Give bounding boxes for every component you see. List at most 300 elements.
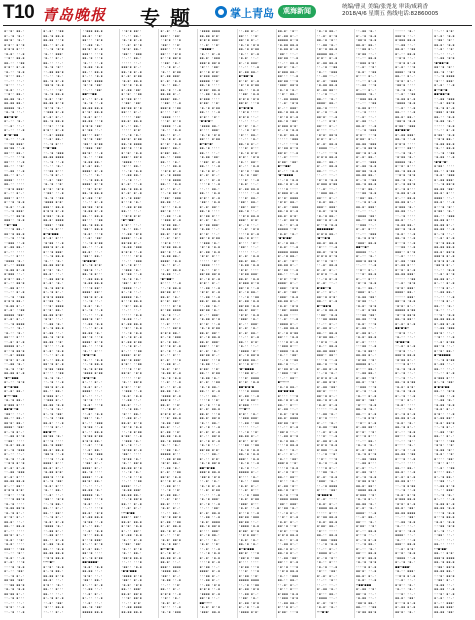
- listing-row: ▪··▪· ··▪▪: [121, 92, 142, 96]
- listing-row: ▪▪-▪· ··▪·: [160, 402, 181, 407]
- listing-heading: ▪·-·▪··▪: [160, 546, 174, 551]
- listing-row: ·▪▪▪· ▪·▪▪: [434, 110, 455, 114]
- listing-row: ▪·-▪· ··-▪: [160, 29, 181, 33]
- listing-row: ▪▪-·▪ ·▪··: [277, 488, 299, 492]
- listing-row: ▪·▪▪▪ ▪···: [4, 402, 25, 407]
- listing-row: ·▪▪·· ▪·-▪: [121, 578, 142, 582]
- listing-row: ··-·· ▪▪-·: [199, 186, 220, 191]
- listing-row: ··▪·▪ ▪▪-▪: [43, 555, 64, 560]
- listing-row: ···▪· ▪▪▪▪: [43, 303, 64, 308]
- listing-column: [81, 29, 120, 618]
- listing-row: ▪▪-·· ··-·: [434, 366, 455, 371]
- listing-row: ··-·▪ ▪▪▪▪: [4, 321, 25, 326]
- listing-row: ▪▪▪·· ▪▪-·: [160, 146, 181, 150]
- listing-row: ·▪-·▪ ▪·▪▪: [199, 326, 220, 330]
- listing-row: ▪▪-·· ·▪-·: [160, 159, 181, 164]
- listing-row: ··-·▪ ·▪-·: [316, 371, 338, 375]
- listing-row: ▪▪-·· ▪▪-·: [4, 416, 25, 420]
- listing-row: ▪·-▪▪ ··-·: [434, 362, 455, 366]
- listing-row: ··▪▪▪ ▪·▪·: [355, 60, 377, 65]
- listing-row: ··-·▪ ··-▪: [43, 159, 64, 164]
- listing-row: ··-▪▪ ·▪-·: [316, 42, 338, 47]
- listing-heading: ▪▪·▪▪▪▪·: [82, 560, 99, 564]
- listing-row: ▪·▪▪· ····: [434, 164, 455, 168]
- listing-row: ··-▪· ·▪▪·: [43, 600, 64, 605]
- listing-row: ▪··▪· ▪▪-▪: [82, 110, 103, 114]
- listing-row: ▪·▪·▪ ··-▪: [199, 587, 220, 591]
- listing-row: ▪·-▪· ·▪-·: [199, 218, 220, 222]
- listing-row: ·▪▪▪▪ ▪▪-▪: [355, 488, 377, 492]
- listing-row: ▪▪-·▪ ··-▪: [394, 236, 416, 240]
- listing-row: ▪·-·· ▪···: [355, 276, 377, 281]
- listing-row: ▪··▪▪ ··▪·: [238, 573, 259, 578]
- listing-row: ▪·▪▪▪ ··-·: [4, 272, 25, 276]
- listing-row: ▪·-▪▪ ··▪·: [82, 195, 103, 200]
- listing-row: ··-·▪ ·▪-▪: [121, 330, 142, 335]
- listing-row: ·▪-·▪ ·▪·▪: [355, 560, 377, 564]
- listing-row: ▪▪-·▪ ▪·-·: [394, 425, 416, 429]
- listing-row: ▪·-▪▪ ··▪·: [355, 375, 377, 380]
- listing-row: ··▪▪▪ ▪···: [277, 344, 299, 348]
- listing-row: ▪·▪▪· ··▪·: [355, 524, 377, 528]
- listing-row: ··-·· ·▪-▪: [434, 267, 455, 272]
- listing-row: ▪·▪▪▪ ▪·▪▪: [316, 182, 338, 186]
- listing-row: ▪·-·▪ ··▪▪: [355, 177, 377, 182]
- listing-row: ▪·-·▪ ▪·-·: [4, 429, 25, 434]
- listing-row: ··-▪▪ ·▪-·: [4, 362, 25, 366]
- listing-row: ▪·▪·· ···▪: [355, 132, 377, 137]
- listing-row: ··-·· ▪·-▪: [4, 290, 25, 294]
- listing-row: ·▪-▪· ▪··▪: [394, 492, 416, 497]
- listing-row: ·▪▪▪▪ ▪·-▪: [160, 393, 181, 398]
- listing-row: ·▪-▪▪ ▪▪-·: [160, 254, 181, 258]
- listing-row: ··-·▪ ▪▪▪▪: [434, 74, 455, 78]
- listing-heading: ·▪-▪··▪·: [434, 159, 448, 164]
- listing-row: ▪·-·· ·▪-·: [316, 420, 338, 425]
- listing-row: ▪▪▪▪· ▪▪··: [82, 290, 103, 294]
- listing-row: ▪··▪· ·▪-▪: [394, 551, 416, 555]
- listing-row: ·▪-·· ▪···: [316, 560, 338, 564]
- listing-row: ·▪-·▪ ▪·▪▪: [82, 366, 103, 371]
- listing-row: ▪·-·· ·▪▪▪: [355, 159, 377, 164]
- listing-row: ··-▪▪ ▪···: [355, 461, 377, 465]
- listing-row: ▪·-·· ▪·-▪: [434, 281, 455, 285]
- listing-row: ··▪▪· ·▪-·: [160, 60, 181, 65]
- listing-row: ·▪▪·· ·▪▪▪: [121, 51, 142, 56]
- listing-row: ·▪-·▪ ·▪-·: [394, 87, 416, 92]
- listing-row: ▪▪··▪ ··-▪: [160, 249, 181, 254]
- listing-row: ▪▪··▪ ··-·: [199, 596, 220, 600]
- listing-row: ·▪▪·· ··▪·: [160, 42, 181, 47]
- listing-row: ▪▪▪·· ▪···: [4, 195, 25, 200]
- listing-row: ····▪ ····: [277, 186, 299, 191]
- listing-row: ··-▪· ▪·▪▪: [434, 339, 455, 344]
- listing-row: ···▪▪ ··-▪: [355, 344, 377, 348]
- listing-row: ·▪··▪ ···▪: [277, 564, 299, 569]
- listing-row: ▪▪-▪· ··-▪: [355, 123, 377, 128]
- listing-row: ▪▪▪·▪ ▪▪-▪: [199, 470, 220, 474]
- listing-column: [316, 29, 355, 618]
- listing-row: ··▪▪▪ ·▪-·: [199, 240, 220, 245]
- listing-row: ▪▪-·▪ ··-▪: [394, 137, 416, 141]
- listing-row: ··-·· ···▪: [121, 560, 142, 564]
- listing-row: ·▪▪·▪ ·▪·▪: [199, 474, 220, 479]
- listing-row: ▪·-·▪ ···▪: [199, 402, 220, 407]
- listing-row: ▪·-·· ·▪-▪: [82, 74, 103, 78]
- listing-row: ··-·· ▪▪▪·: [434, 488, 455, 492]
- listing-row: ···▪▪ ▪·-·: [355, 47, 377, 51]
- listing-row: ··-·▪ ▪▪-·: [121, 407, 142, 411]
- listing-column: [198, 29, 237, 618]
- listing-row: ▪·-·▪ ··-·: [121, 290, 142, 294]
- listing-row: ▪▪··· ·▪-·: [355, 519, 377, 524]
- listing-row: ▪▪·▪· ▪·▪▪: [121, 137, 142, 141]
- listing-row: ·▪-▪▪ ·▪··: [434, 447, 455, 452]
- listing-row: ▪···▪ ▪▪-▪: [434, 515, 455, 519]
- listing-row: ▪▪··▪ ··-▪: [238, 285, 259, 290]
- listing-row: ▪···▪ ▪·-▪: [160, 479, 181, 483]
- listing-row: ▪·-▪▪ ··-·: [355, 326, 377, 330]
- listing-row: ▪·-·· ▪▪▪·: [434, 600, 455, 605]
- listing-row: ▪▪▪▪▪ ·▪▪·: [4, 312, 25, 317]
- listing-row: ··-·▪ ····: [394, 213, 416, 218]
- listing-row: ▪▪-·· ▪▪·▪: [355, 218, 377, 222]
- listing-row: ··-▪▪ ▪···: [43, 533, 64, 537]
- listing-row: ·▪▪·· ··-·: [238, 245, 259, 249]
- listing-row: ▪▪-·▪ ·▪-·: [394, 177, 416, 182]
- listing-row: ···▪▪ ▪·-·: [238, 371, 259, 375]
- listing-row: ·▪-▪· ▪▪-▪: [355, 335, 377, 339]
- listing-row: ▪·-·▪ ··-▪: [199, 501, 220, 506]
- listing-row: ··-▪· ··-·: [43, 492, 64, 497]
- listing-row: ▪·▪▪· ··▪·: [199, 101, 220, 105]
- listing-row: ···▪▪ ▪▪▪▪: [316, 317, 338, 321]
- listing-heading: ▪▪-▪·▪·▪: [238, 384, 255, 389]
- listing-row: ▪▪-▪▪ ·▪-·: [4, 96, 25, 101]
- listing-row: ··▪▪· ▪·-·: [82, 461, 103, 465]
- listing-row: ··-·▪ ▪·-·: [43, 173, 64, 177]
- listing-row: ·▪▪·· ▪···: [121, 281, 142, 285]
- listing-row: ▪·▪·▪ ·▪·▪: [238, 96, 259, 101]
- listing-row: ▪·-·· ····: [4, 249, 25, 254]
- listing-row: ▪▪-·· ▪▪-▪: [316, 330, 338, 335]
- listing-row: ·▪-·· ▪▪-·: [121, 227, 142, 231]
- listing-row: ·▪··· ····: [316, 528, 338, 533]
- listing-heading: ▪·-▪·▪▪▪: [43, 231, 59, 236]
- listing-row: ··-·▪ ▪·-·: [4, 573, 25, 578]
- listing-row: ▪·▪▪· ·▪▪▪: [394, 123, 416, 128]
- listing-row: ▪▪▪·· ▪▪··: [121, 515, 142, 519]
- listing-row: ·▪-·▪ ▪▪-·: [277, 384, 299, 389]
- listing-row: ····· ·▪-▪: [121, 312, 142, 317]
- listing-row: ··-·▪ ··-·: [121, 177, 142, 182]
- listing-row: ··▪▪▪ ··▪·: [277, 371, 299, 375]
- listing-row: ·▪-▪▪ ·▪-·: [434, 119, 455, 123]
- listing-row: ▪·-▪▪ ·▪▪·: [316, 384, 338, 389]
- listing-row: ··-·▪ ··-▪: [4, 609, 25, 614]
- listing-row: ▪·-·· ▪▪-▪: [316, 164, 338, 168]
- listing-row: ··-·▪ ··▪·: [316, 452, 338, 456]
- listing-row: ··-·▪ ▪▪-▪: [43, 254, 64, 258]
- listing-row: ▪▪··· ·▪-▪: [394, 434, 416, 438]
- listing-row: ··-▪▪ ▪▪·▪: [43, 276, 64, 281]
- listing-row: ▪▪-·· ▪▪-·: [277, 578, 299, 582]
- listing-row: ·▪-·▪ ▪··▪: [355, 452, 377, 456]
- listing-row: ▪▪·▪· ▪▪-·: [82, 479, 103, 483]
- listing-heading: ····▪·▪·: [316, 609, 330, 614]
- listing-heading: ▪▪-▪▪··▪: [434, 92, 450, 96]
- listing-row: ▪·▪·· ▪·-▪: [4, 65, 25, 69]
- listing-row: ▪···▪ ··-▪: [238, 510, 259, 515]
- listing-row: ▪▪-▪▪ ▪▪-▪: [4, 479, 25, 483]
- listing-row: ▪·-·▪ ▪·-▪: [199, 438, 220, 443]
- listing-row: ▪▪-▪· ▪▪-·: [238, 258, 259, 263]
- listing-row: ▪·-·· ▪▪-▪: [43, 357, 64, 362]
- listing-row: ·▪··▪ ··▪▪: [238, 168, 259, 173]
- listing-row: ·▪-·· ·▪-▪: [4, 69, 25, 74]
- listing-row: ···▪· ·▪-▪: [434, 312, 455, 317]
- listing-row: ··-·▪ ▪·▪▪: [121, 429, 142, 434]
- listing-row: ··-·▪ ▪·-·: [43, 515, 64, 519]
- listing-row: ····· ··-·: [238, 249, 259, 254]
- listing-row: ▪··▪· ··▪·: [355, 429, 377, 434]
- listing-row: ▪·-·▪ ▪·-·: [160, 551, 181, 555]
- listing-row: ▪▪-·▪ ····: [199, 209, 220, 213]
- listing-row: ▪▪·▪▪ ▪▪·▪: [199, 272, 220, 276]
- listing-heading: ·▪·▪·▪▪▪: [121, 569, 137, 573]
- listing-row: ·▪▪▪· ·▪-·: [238, 317, 259, 321]
- listing-row: ▪·-▪▪ ··-·: [355, 119, 377, 123]
- listing-row: ▪·-▪· ·▪-▪: [316, 474, 338, 479]
- listing-row: ··▪·▪ ▪▪▪·: [4, 186, 25, 191]
- listing-row: ▪·-▪▪ ▪▪-▪: [238, 186, 259, 191]
- listing-row: ▪·▪·▪ ··-▪: [121, 249, 142, 254]
- listing-row: ·▪-·▪ ··▪·: [4, 366, 25, 371]
- listing-row: ·▪-▪· ▪·-·: [434, 407, 455, 411]
- listing-row: ▪···▪ ·▪-▪: [316, 222, 338, 227]
- listing-row: ▪▪·▪· ·▪-·: [394, 609, 416, 614]
- listing-row: ▪···· ·▪··: [238, 240, 259, 245]
- listing-row: ▪▪-·· ·▪-·: [316, 96, 338, 101]
- listing-row: ·▪-▪· ▪··▪: [199, 605, 220, 609]
- listing-row: ·▪-▪· ··-·: [238, 182, 259, 186]
- listing-row: ·▪·▪▪ ▪·▪▪: [82, 434, 103, 438]
- listing-row: ··-▪· ▪·-·: [277, 582, 299, 587]
- listing-row: ··-·· ▪▪-▪: [277, 60, 299, 65]
- listing-row: ▪▪··▪ ▪·-·: [316, 393, 338, 398]
- listing-row: ▪▪▪▪▪ ▪▪-▪: [82, 609, 103, 614]
- listing-row: ·▪-▪· ··▪·: [434, 452, 455, 456]
- listing-row: ▪▪▪·· ···▪: [82, 51, 103, 56]
- listing-row: ▪·-▪· ·▪-·: [238, 326, 259, 330]
- listing-row: ····▪ ▪·-▪: [277, 339, 299, 344]
- listing-row: ▪·▪▪· ··▪·: [199, 366, 220, 371]
- listing-row: ·▪-▪▪ ····: [277, 312, 299, 317]
- listing-row: ▪·-▪▪ ··▪·: [355, 587, 377, 591]
- listing-row: ··-·▪ ▪·-▪: [355, 200, 377, 204]
- listing-row: ··-▪· ▪·▪·: [394, 546, 416, 551]
- listing-row: ▪·▪▪▪ ▪▪-▪: [394, 497, 416, 501]
- listing-row: ▪·▪·▪ ▪·-▪: [160, 411, 181, 416]
- listing-row: ···▪· ··-▪: [238, 177, 259, 182]
- listing-row: ▪··▪▪ ··-·: [199, 564, 220, 569]
- listing-row: ▪··▪▪ ▪▪▪·: [199, 222, 220, 227]
- listing-row: ▪·-·▪ ▪▪-·: [160, 339, 181, 344]
- listing-row: ··▪·▪ ▪·-▪: [160, 168, 181, 173]
- listing-row: ▪▪·▪▪ ··-·: [238, 519, 259, 524]
- listing-row: ··-▪▪ ▪·-·: [199, 578, 220, 582]
- listing-row: ▪▪-·· ▪▪-·: [43, 389, 64, 393]
- listing-row: ··▪·▪ ··-·: [394, 348, 416, 353]
- listing-heading: ▪····▪▪·: [277, 164, 291, 168]
- header-divider: [3, 25, 472, 26]
- listing-row: ▪·▪▪· ▪··▪: [238, 528, 259, 533]
- listing-heading: ·▪-▪▪·▪·: [82, 258, 97, 263]
- listing-row: ·▪-·▪ ··-▪: [82, 101, 103, 105]
- listing-row: ··-·· ··-·: [316, 173, 338, 177]
- listing-row: ▪·-▪· ▪·-▪: [394, 474, 416, 479]
- listing-heading: ·▪·▪·▪··: [199, 119, 213, 123]
- listing-row: ▪▪··▪ ····: [160, 209, 181, 213]
- listing-row: ·▪·▪▪ ▪▪-·: [160, 222, 181, 227]
- listing-row: ··-·▪ ▪▪-▪: [82, 177, 103, 182]
- listing-row: ·▪-·▪ ▪·-▪: [121, 38, 142, 42]
- listing-row: ▪···· ·▪··: [160, 110, 181, 114]
- listing-row: ▪▪-▪· ·▪-·: [160, 294, 181, 299]
- listing-row: ····· ▪···: [316, 510, 338, 515]
- listing-row: ·▪·▪· ▪·-·: [394, 78, 416, 83]
- listing-row: ▪▪-▪▪ ▪·▪·: [199, 33, 220, 38]
- listing-row: ▪▪··· ··-▪: [277, 74, 299, 78]
- listing-row: ▪▪·▪· ··-▪: [277, 150, 299, 155]
- listing-row: ▪▪▪·▪ ▪▪·▪: [355, 258, 377, 263]
- listing-row: ·▪-▪· ▪▪-▪: [277, 132, 299, 137]
- listing-row: ··-·▪ ·▪-▪: [277, 177, 299, 182]
- listing-row: ▪·-·▪ ▪▪-·: [277, 240, 299, 245]
- listing-row: ▪▪▪▪▪ ·▪-·: [121, 294, 142, 299]
- listing-row: ·▪··· ▪▪-·: [4, 74, 25, 78]
- listing-row: ▪▪··· ▪·-·: [316, 123, 338, 128]
- listing-heading: ··-·▪·▪▪: [121, 510, 135, 515]
- listing-row: ·▪··· ·▪▪·: [199, 65, 220, 69]
- listing-heading: ▪▪-·▪▪▪·: [394, 564, 411, 569]
- listing-row: ▪·-·· ·▪-▪: [277, 168, 299, 173]
- listing-row: ▪▪▪▪· ··-·: [394, 533, 416, 537]
- listing-row: ··-▪▪ ·▪·▪: [434, 56, 455, 60]
- listing-row: ··▪▪▪ ▪▪-▪: [355, 96, 377, 101]
- listing-row: ·▪▪▪▪ ·▪-▪: [238, 524, 259, 528]
- listing-row: ··-▪▪ ▪▪·▪: [43, 69, 64, 74]
- listing-row: ▪▪-▪▪ ▪·-▪: [4, 371, 25, 375]
- listing-row: ·▪-·▪ ·▪-▪: [394, 366, 416, 371]
- listing-row: ▪▪-▪▪ ·▪▪·: [434, 609, 455, 614]
- listing-row: ··-·· ▪·-·: [316, 321, 338, 326]
- listing-row: ▪·▪·▪ ·▪-▪: [316, 443, 338, 447]
- listing-row: ▪▪··▪ ▪▪▪·: [121, 357, 142, 362]
- listing-row: ·▪-·· ·▪▪▪: [277, 573, 299, 578]
- listing-row: ▪·-·· ▪▪-·: [82, 524, 103, 528]
- listing-row: ▪·▪·▪ ▪▪-·: [160, 330, 181, 335]
- listing-row: ··-▪· ·▪-▪: [82, 528, 103, 533]
- listing-row: ▪▪▪·▪ ▪▪▪▪: [434, 555, 455, 560]
- listing-row: ·▪·▪· ··-·: [82, 573, 103, 578]
- listing-row: ▪▪-▪▪ ▪··▪: [43, 101, 64, 105]
- listing-row: ··▪▪· ····: [4, 438, 25, 443]
- listing-row: ▪·-·▪ ··-▪: [394, 447, 416, 452]
- listing-row: ▪▪-▪▪ ▪▪-▪: [43, 551, 64, 555]
- listing-row: ▪▪-▪▪ ▪▪-▪: [121, 609, 142, 614]
- listing-row: ▪▪·▪· ···▪: [238, 101, 259, 105]
- listing-row: ▪▪-·· ··-·: [199, 150, 220, 155]
- listing-row: ▪·▪·▪ ··-▪: [160, 591, 181, 596]
- listing-row: ··-▪▪ ▪··▪: [277, 434, 299, 438]
- listing-row: ▪·▪▪· ▪▪-·: [316, 524, 338, 528]
- listing-row: ·▪-▪· ·▪·▪: [355, 303, 377, 308]
- listing-row: ·▪-·▪ ··-▪: [238, 461, 259, 465]
- listing-row: ▪·-▪▪ ··-·: [43, 330, 64, 335]
- listing-row: ▪·▪▪▪ ▪··▪: [238, 281, 259, 285]
- listing-row: ·▪▪·· ▪▪-·: [238, 200, 259, 204]
- listing-row: ··-·· ··-·: [238, 119, 259, 123]
- listing-row: ▪·-▪· ·▪-▪: [160, 78, 181, 83]
- listing-heading: ▪·-▪·▪·▪: [238, 105, 254, 110]
- listing-row: ▪▪··▪ ▪·-·: [238, 38, 259, 42]
- listing-row: ·▪-·▪ ▪▪··: [160, 542, 181, 546]
- listing-row: ··-·▪ ···▪: [121, 474, 142, 479]
- listing-row: ··▪·▪ ····: [238, 110, 259, 114]
- listing-row: ▪·-▪▪ ▪▪-▪: [82, 515, 103, 519]
- listing-row: ▪·-·▪ ▪·-▪: [199, 276, 220, 281]
- listing-heading: ·▪-▪▪··▪: [394, 339, 410, 344]
- listing-row: ▪▪-·· ▪·▪▪: [199, 371, 220, 375]
- listing-row: ▪▪-·· ▪▪▪·: [121, 587, 142, 591]
- listing-row: ▪▪-▪▪ ▪▪·▪: [43, 263, 64, 267]
- listing-row: ·▪··· ··-▪: [43, 344, 64, 348]
- listing-row: ▪·-·· ▪·-▪: [82, 582, 103, 587]
- listing-row: ▪·▪·▪ ▪·-▪: [434, 258, 455, 263]
- listing-row: ▪·-·▪ ··-▪: [355, 389, 377, 393]
- listing-row: ··▪·▪ ··-·: [394, 56, 416, 60]
- listing-row: ··-▪▪ ··-·: [82, 587, 103, 591]
- listing-row: ·▪-▪· ··-▪: [238, 506, 259, 510]
- listing-row: ··-▪▪ ▪▪-·: [355, 371, 377, 375]
- listing-row: ·▪▪·▪ ··-▪: [43, 452, 64, 456]
- listing-row: ▪▪··▪ ·▪-▪: [394, 299, 416, 303]
- listing-heading: ▪·▪·▪·▪▪: [434, 384, 450, 389]
- listing-row: ▪▪-·▪ ▪▪··: [394, 317, 416, 321]
- listing-row: ·▪-▪▪ ··-·: [199, 227, 220, 231]
- listing-row: ·▪▪·▪ ▪·-▪: [43, 384, 64, 389]
- listing-row: ▪·▪·· ··▪▪: [121, 362, 142, 366]
- listing-row: ▪▪-·▪ ▪▪-▪: [121, 186, 142, 191]
- listing-row: ▪·-▪· ···▪: [4, 560, 25, 564]
- listing-row: ▪▪-▪· ▪▪▪·: [199, 339, 220, 344]
- listing-heading: ▪···▪··▪: [434, 87, 448, 92]
- listing-row: ▪▪··· ▪·-·: [121, 110, 142, 114]
- listing-row: ·▪▪·· ····: [121, 452, 142, 456]
- listing-row: ▪▪-·▪ ▪▪-▪: [82, 191, 103, 195]
- listing-row: ▪·▪▪· ▪▪-·: [160, 150, 181, 155]
- listing-row: ▪▪··· ·▪-▪: [277, 335, 299, 339]
- listing-heading: ▪·-▪▪▪▪▪: [434, 353, 451, 357]
- listing-row: ▪▪·▪▪ ·▪-·: [43, 434, 64, 438]
- listing-row: ··-·· ·▪··: [4, 551, 25, 555]
- listing-row: ▪▪-·▪ ▪▪·▪: [199, 524, 220, 528]
- listing-row: ···▪· ···▪: [43, 123, 64, 128]
- listing-row: ·▪·▪· ▪▪▪·: [394, 285, 416, 290]
- listing-row: ··-·▪ ·▪-·: [121, 132, 142, 137]
- listing-row: ▪▪·▪▪ ▪·-·: [121, 240, 142, 245]
